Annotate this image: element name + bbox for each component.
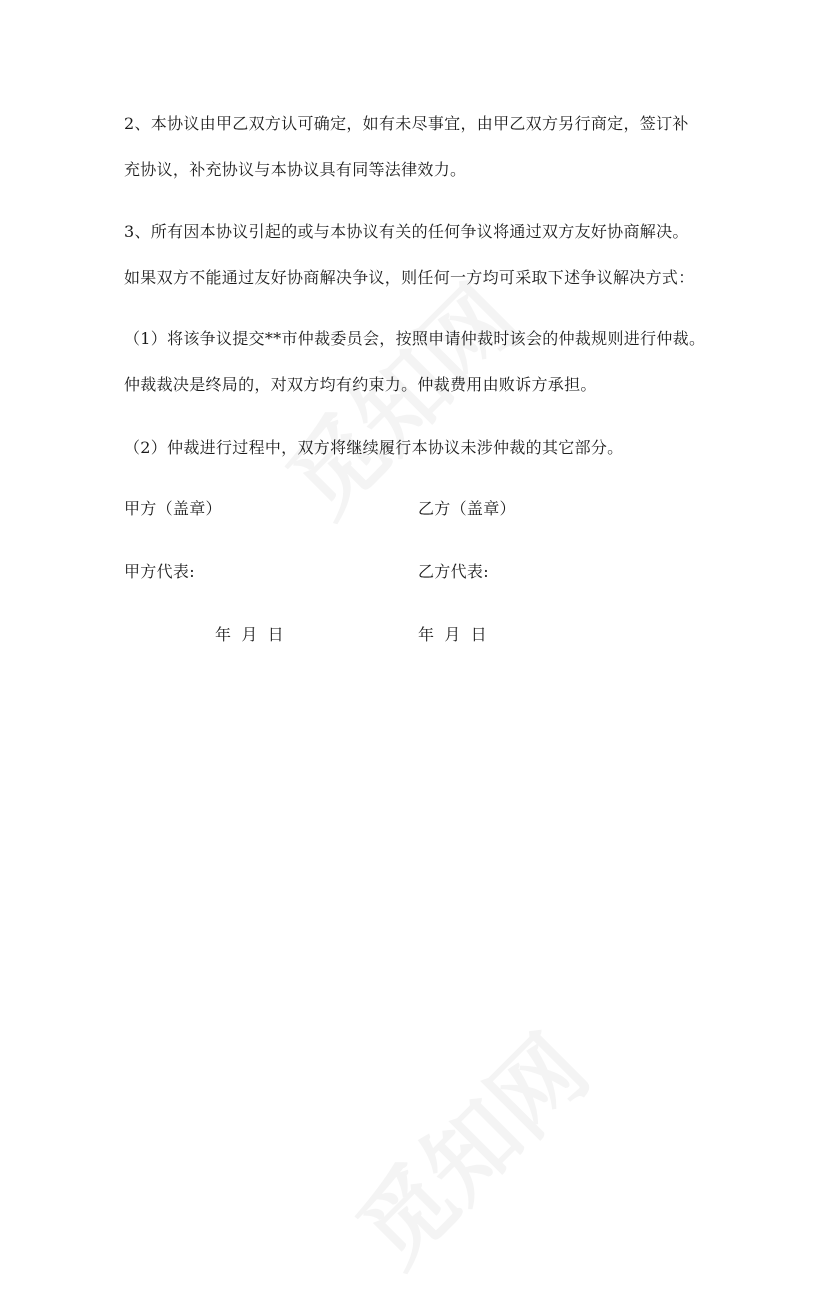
clause-2-line-2: 充协议，补充协议与本协议具有同等法律效力。 [124,160,467,179]
item-1-line-2: 仲裁裁决是终局的，对双方均有约束力。仲裁费用由败诉方承担。 [124,375,597,394]
item-1-line-1: （1）将该争议提交**市仲裁委员会，按照申请仲裁时该会的仲裁规则进行仲裁。 [124,329,706,348]
watermark-bottom [324,1002,613,1290]
watermark [254,252,543,541]
clause-2-line-1: 2、本协议由甲乙双方认可确定，如有未尽事宜，由甲乙双方另行商定，签订补 [124,114,689,133]
party-a-representative-label: 甲方代表: [124,562,195,581]
clause-3-line-1: 3、所有因本协议引起的或与本协议有关的任何争议将通过双方友好协商解决。 [124,222,689,241]
party-a-date [215,624,294,646]
date-day-label: 日 [470,625,487,644]
party-b-date [418,624,497,646]
date-month-label: 月 [444,625,461,644]
item-2-line-1: （2）仲裁进行过程中，双方将继续履行本协议未涉仲裁的其它部分。 [124,438,624,457]
date-day-label: 日 [267,625,284,644]
clause-3-line-2: 如果双方不能通过友好协商解决争议，则任何一方均可采取下述争议解决方式： [124,268,695,287]
party-b-seal-label: 乙方（盖章） [418,499,516,518]
date-year-label: 年 [215,625,232,644]
party-a-seal-label: 甲方（盖章） [124,499,222,518]
date-month-label: 月 [241,625,258,644]
date-year-label: 年 [418,625,435,644]
party-b-representative-label: 乙方代表: [418,562,489,581]
